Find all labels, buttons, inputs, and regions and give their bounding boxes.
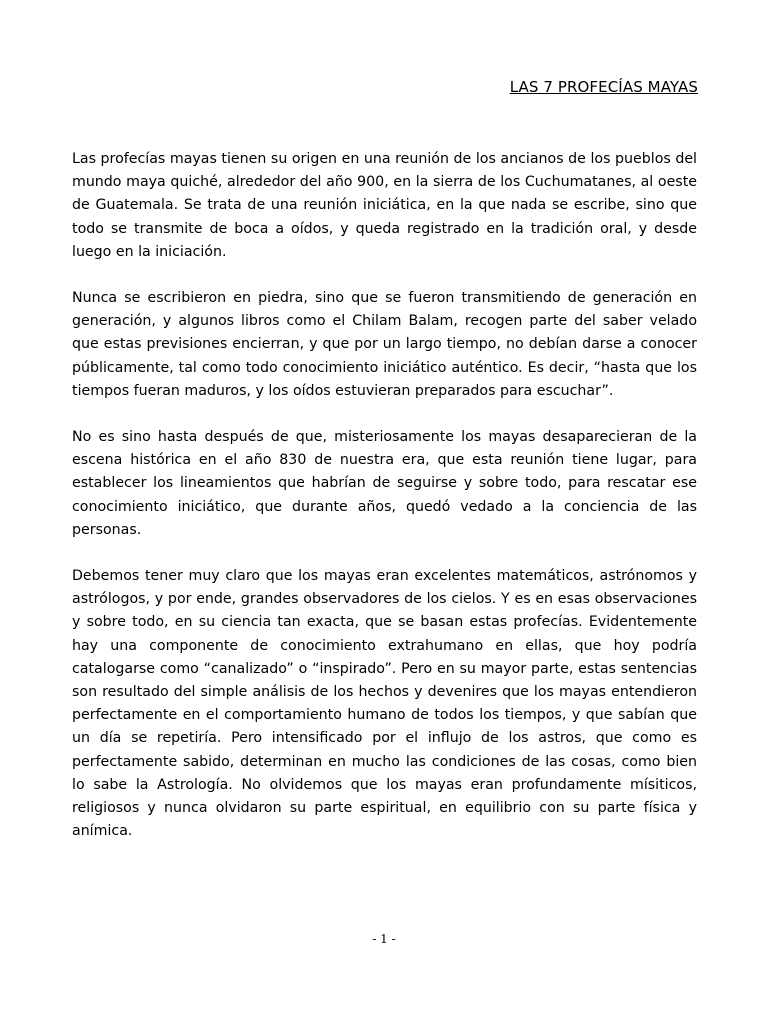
paragraph-disappearance: No es sino hasta después de que, misteriosamente los mayas desaparecieran de la escena histórica en el año 830 de nuestra era, que esta reunión tiene lugar, para establecer los lineamientos que habrían de seguirse y sobre todo, para rescatar ese conocimiento iniciático, que durante años, quedó vedado a la conciencia de las personas. bbox=[72, 429, 697, 538]
document-title: LAS 7 PROFECÍAS MAYAS bbox=[509, 78, 698, 96]
page-number: - 1 - bbox=[372, 932, 396, 946]
paragraph-transmission: Nunca se escribieron en piedra, sino que se fueron transmitiendo de generación en generación, y algunos libros como el Chilam Balam, recogen parte del saber velado que estas previsiones encierran, y que por un largo tiempo, no debían darse a conocer públicamente, tal como todo conocimiento iniciático auténtico. Es decir, “hasta que los tiempos fueran maduros, y los oídos estuvieran preparados para escuchar”. bbox=[72, 290, 697, 399]
paragraph-astronomy: Debemos tener muy claro que los mayas eran excelentes matemáticos, astrónomos y astrólogos, y por ende, grandes observadores de los cielos. Y es en esas observaciones y sobre todo, en su ciencia tan exacta, que se basan estas profecías. Evidentemente hay una componente de conocimiento extrahumano en ellas, que hoy podría catalogarse como “canalizado” o “inspirado”. Pero en su mayor parte, estas sentencias son resultado del simple análisis de los hechos y devenires que los mayas entendieron perfectamente en el comportamiento humano de todos los tiempos, y que sabían que un día se repetiría. Pero intensificado por el influjo de los astros, que como es perfectamente sabido, determinan en mucho las condiciones de las cosas, como bien lo sabe la Astrología. No olvidemos que los mayas eran profundamente mísiticos, religiosos y nunca olvidaron su parte espiritual, en equilibrio con su parte física y anímica. bbox=[72, 568, 697, 840]
document-body bbox=[72, 148, 697, 866]
paragraph-origin: Las profecías mayas tienen su origen en una reunión de los ancianos de los pueblos del mundo maya quiché, alrededor del año 900, en la sierra de los Cuchumatanes, al oeste de Guatemala. Se trata de una reunión iniciática, en la que nada se escribe, sino que todo se transmite de boca a oídos, y queda registrado en la tradición oral, y desde luego en la iniciación. bbox=[72, 151, 697, 260]
